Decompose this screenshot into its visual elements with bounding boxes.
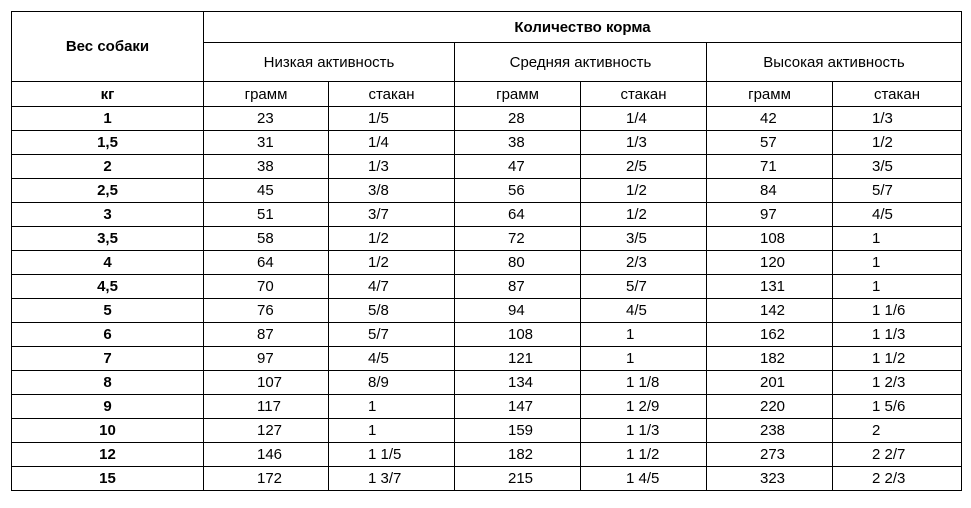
mid-gram-cell: 159 — [455, 419, 581, 443]
low-cup-cell: 5/8 — [329, 299, 455, 323]
high-cup-cell: 3/5 — [833, 155, 962, 179]
table-row — [12, 179, 962, 203]
high-gram-cell: 84 — [707, 179, 833, 203]
mid-cup-cell: 1/2 — [581, 179, 707, 203]
high-gram-cell: 273 — [707, 443, 833, 467]
table-row — [12, 371, 962, 395]
mid-cup-cell: 3/5 — [581, 227, 707, 251]
mid-cup-cell: 1 4/5 — [581, 467, 707, 491]
weight-kg-cell: 2 — [12, 155, 204, 179]
mid-cup-cell: 4/5 — [581, 299, 707, 323]
mid-cup-cell: 1 1/8 — [581, 371, 707, 395]
high-cup-cell: 2 — [833, 419, 962, 443]
high-gram-cell: 323 — [707, 467, 833, 491]
low-gram-cell: 70 — [204, 275, 329, 299]
feeding-table — [11, 11, 962, 491]
weight-kg-cell: 8 — [12, 371, 204, 395]
mid-gram-cell: 94 — [455, 299, 581, 323]
high-gram-cell: 182 — [707, 347, 833, 371]
high-cup-cell: 1 2/3 — [833, 371, 962, 395]
cup-unit-header: стакан — [581, 82, 707, 107]
mid-gram-cell: 108 — [455, 323, 581, 347]
mid-gram-cell: 215 — [455, 467, 581, 491]
table-row — [12, 275, 962, 299]
mid-cup-cell: 1 — [581, 323, 707, 347]
mid-gram-cell: 134 — [455, 371, 581, 395]
low-gram-cell: 146 — [204, 443, 329, 467]
amount-header: Количество корма — [204, 12, 962, 43]
high-gram-cell: 108 — [707, 227, 833, 251]
header-row-units — [12, 82, 962, 107]
mid-cup-cell: 1/3 — [581, 131, 707, 155]
low-cup-cell: 1 — [329, 395, 455, 419]
cup-unit-header: стакан — [329, 82, 455, 107]
mid-gram-cell: 80 — [455, 251, 581, 275]
high-gram-cell: 201 — [707, 371, 833, 395]
weight-kg-cell: 12 — [12, 443, 204, 467]
low-cup-cell: 4/5 — [329, 347, 455, 371]
mid-gram-cell: 38 — [455, 131, 581, 155]
low-gram-cell: 38 — [204, 155, 329, 179]
low-cup-cell: 1/2 — [329, 227, 455, 251]
weight-kg-cell: 4 — [12, 251, 204, 275]
low-gram-cell: 45 — [204, 179, 329, 203]
weight-kg-cell: 4,5 — [12, 275, 204, 299]
table-row — [12, 299, 962, 323]
mid-gram-cell: 182 — [455, 443, 581, 467]
low-gram-cell: 127 — [204, 419, 329, 443]
weight-kg-cell: 10 — [12, 419, 204, 443]
table-row — [12, 467, 962, 491]
low-gram-cell: 31 — [204, 131, 329, 155]
cup-unit-header: стакан — [833, 82, 962, 107]
high-gram-cell: 162 — [707, 323, 833, 347]
low-gram-cell: 172 — [204, 467, 329, 491]
header-row-main — [12, 12, 962, 43]
mid-cup-cell: 1 1/2 — [581, 443, 707, 467]
high-gram-cell: 220 — [707, 395, 833, 419]
mid-gram-cell: 147 — [455, 395, 581, 419]
table-row — [12, 203, 962, 227]
weight-kg-cell: 15 — [12, 467, 204, 491]
mid-gram-cell: 121 — [455, 347, 581, 371]
low-gram-cell: 64 — [204, 251, 329, 275]
low-cup-cell: 1/2 — [329, 251, 455, 275]
table-row — [12, 347, 962, 371]
low-cup-cell: 1 1/5 — [329, 443, 455, 467]
mid-cup-cell: 1/2 — [581, 203, 707, 227]
high-gram-cell: 97 — [707, 203, 833, 227]
high-cup-cell: 1 1/2 — [833, 347, 962, 371]
high-cup-cell: 1 — [833, 227, 962, 251]
weight-kg-cell: 3 — [12, 203, 204, 227]
high-cup-cell: 4/5 — [833, 203, 962, 227]
high-cup-cell: 5/7 — [833, 179, 962, 203]
table-row — [12, 419, 962, 443]
mid-gram-cell: 87 — [455, 275, 581, 299]
low-gram-cell: 87 — [204, 323, 329, 347]
table-row — [12, 131, 962, 155]
low-cup-cell: 8/9 — [329, 371, 455, 395]
mid-cup-cell: 1 — [581, 347, 707, 371]
mid-cup-cell: 2/5 — [581, 155, 707, 179]
medium-activity-header: Средняя активность — [455, 43, 707, 82]
low-cup-cell: 1 3/7 — [329, 467, 455, 491]
high-cup-cell: 1 1/3 — [833, 323, 962, 347]
mid-gram-cell: 72 — [455, 227, 581, 251]
high-gram-cell: 71 — [707, 155, 833, 179]
gram-unit-header: грамм — [204, 82, 329, 107]
table-row — [12, 443, 962, 467]
low-cup-cell: 1 — [329, 419, 455, 443]
low-gram-cell: 117 — [204, 395, 329, 419]
high-cup-cell: 1 1/6 — [833, 299, 962, 323]
weight-kg-cell: 9 — [12, 395, 204, 419]
weight-kg-cell: 7 — [12, 347, 204, 371]
low-cup-cell: 5/7 — [329, 323, 455, 347]
kg-unit-header: кг — [12, 82, 204, 107]
mid-gram-cell: 28 — [455, 107, 581, 131]
high-cup-cell: 1/2 — [833, 131, 962, 155]
weight-header: Вес собаки — [12, 12, 204, 82]
low-cup-cell: 1/5 — [329, 107, 455, 131]
mid-gram-cell: 47 — [455, 155, 581, 179]
low-cup-cell: 4/7 — [329, 275, 455, 299]
weight-kg-cell: 5 — [12, 299, 204, 323]
mid-cup-cell: 1 2/9 — [581, 395, 707, 419]
low-gram-cell: 107 — [204, 371, 329, 395]
low-gram-cell: 51 — [204, 203, 329, 227]
high-gram-cell: 131 — [707, 275, 833, 299]
table-row — [12, 323, 962, 347]
low-activity-header: Низкая активность — [204, 43, 455, 82]
high-cup-cell: 2 2/7 — [833, 443, 962, 467]
low-cup-cell: 3/8 — [329, 179, 455, 203]
mid-cup-cell: 1 1/3 — [581, 419, 707, 443]
table-row — [12, 251, 962, 275]
mid-gram-cell: 56 — [455, 179, 581, 203]
high-cup-cell: 1 — [833, 275, 962, 299]
table-row — [12, 395, 962, 419]
low-cup-cell: 3/7 — [329, 203, 455, 227]
mid-gram-cell: 64 — [455, 203, 581, 227]
high-gram-cell: 120 — [707, 251, 833, 275]
high-cup-cell: 2 2/3 — [833, 467, 962, 491]
high-activity-header: Высокая активность — [707, 43, 962, 82]
gram-unit-header: грамм — [455, 82, 581, 107]
low-cup-cell: 1/4 — [329, 131, 455, 155]
weight-kg-cell: 6 — [12, 323, 204, 347]
high-gram-cell: 238 — [707, 419, 833, 443]
mid-cup-cell: 2/3 — [581, 251, 707, 275]
mid-cup-cell: 1/4 — [581, 107, 707, 131]
weight-kg-cell: 1,5 — [12, 131, 204, 155]
high-cup-cell: 1 5/6 — [833, 395, 962, 419]
weight-kg-cell: 3,5 — [12, 227, 204, 251]
mid-cup-cell: 5/7 — [581, 275, 707, 299]
low-gram-cell: 97 — [204, 347, 329, 371]
low-gram-cell: 76 — [204, 299, 329, 323]
low-gram-cell: 23 — [204, 107, 329, 131]
high-gram-cell: 42 — [707, 107, 833, 131]
low-gram-cell: 58 — [204, 227, 329, 251]
high-cup-cell: 1 — [833, 251, 962, 275]
low-cup-cell: 1/3 — [329, 155, 455, 179]
table-row — [12, 227, 962, 251]
gram-unit-header: грамм — [707, 82, 833, 107]
weight-kg-cell: 1 — [12, 107, 204, 131]
weight-kg-cell: 2,5 — [12, 179, 204, 203]
table-row — [12, 107, 962, 131]
high-gram-cell: 57 — [707, 131, 833, 155]
table-row — [12, 155, 962, 179]
high-cup-cell: 1/3 — [833, 107, 962, 131]
high-gram-cell: 142 — [707, 299, 833, 323]
